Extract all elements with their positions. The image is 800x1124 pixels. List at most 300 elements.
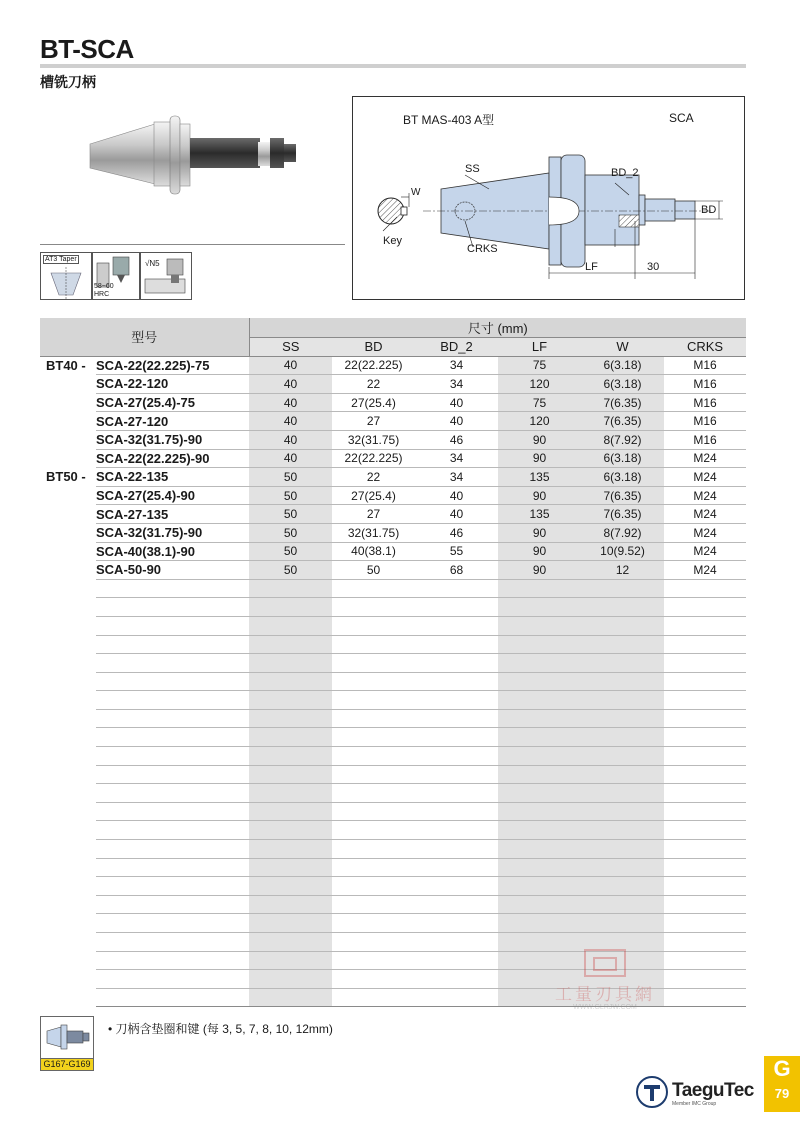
empty-cell xyxy=(415,691,498,710)
value-cell: 50 xyxy=(249,523,332,542)
value-cell: 34 xyxy=(415,356,498,375)
empty-cell xyxy=(415,821,498,840)
value-cell: 40 xyxy=(249,356,332,375)
value-cell: 40 xyxy=(249,430,332,449)
empty-cell xyxy=(415,728,498,747)
empty-cell xyxy=(40,802,96,821)
value-cell: 40 xyxy=(415,412,498,431)
dimension-header: 尺寸 (mm) xyxy=(249,318,746,338)
series-prefix xyxy=(40,542,96,561)
section-letter: G xyxy=(773,1056,791,1081)
series-prefix xyxy=(40,375,96,394)
empty-cell xyxy=(415,951,498,970)
empty-cell xyxy=(498,784,581,803)
empty-cell xyxy=(249,895,332,914)
empty-cell xyxy=(96,802,249,821)
empty-cell xyxy=(664,970,746,989)
empty-cell xyxy=(415,933,498,952)
lf-label: LF xyxy=(585,261,598,273)
value-cell: 75 xyxy=(498,393,581,412)
empty-cell xyxy=(664,802,746,821)
value-cell: M16 xyxy=(664,412,746,431)
value-cell: M16 xyxy=(664,375,746,394)
empty-cell xyxy=(332,988,415,1007)
table-row xyxy=(40,412,746,431)
empty-cell xyxy=(96,728,249,747)
value-cell: 7(6.35) xyxy=(581,486,664,505)
value-cell: M16 xyxy=(664,356,746,375)
value-cell: 6(3.18) xyxy=(581,356,664,375)
empty-cell xyxy=(332,933,415,952)
empty-cell xyxy=(664,895,746,914)
empty-cell xyxy=(332,672,415,691)
value-cell: 90 xyxy=(498,542,581,561)
w-label: W xyxy=(411,187,421,198)
series-prefix: BT50 - xyxy=(46,469,86,485)
model-cell: SCA-22-120 xyxy=(96,375,249,394)
empty-cell xyxy=(581,616,664,635)
empty-table-row xyxy=(40,802,746,821)
empty-cell xyxy=(415,970,498,989)
empty-cell xyxy=(96,579,249,598)
model-cell: SCA-22(22.225)-90 xyxy=(96,449,249,468)
empty-cell xyxy=(249,877,332,896)
empty-cell xyxy=(498,895,581,914)
series-prefix xyxy=(40,486,96,505)
value-cell: 50 xyxy=(249,561,332,580)
empty-cell xyxy=(415,654,498,673)
table-row xyxy=(40,430,746,449)
technical-drawing xyxy=(352,96,745,300)
empty-cell xyxy=(249,579,332,598)
empty-table-row xyxy=(40,709,746,728)
empty-cell xyxy=(498,747,581,766)
series-prefix xyxy=(40,505,96,524)
value-cell: 12 xyxy=(581,561,664,580)
empty-cell xyxy=(249,802,332,821)
value-cell: M24 xyxy=(664,486,746,505)
empty-cell xyxy=(664,951,746,970)
value-cell: M24 xyxy=(664,523,746,542)
model-cell: SCA-22(22.225)-75 xyxy=(96,356,249,375)
value-cell: 40 xyxy=(249,375,332,394)
empty-cell xyxy=(332,784,415,803)
empty-cell xyxy=(96,840,249,859)
brand-subtitle: Member IMC Group xyxy=(672,1101,717,1107)
empty-cell xyxy=(664,821,746,840)
empty-table-row xyxy=(40,747,746,766)
empty-cell xyxy=(415,709,498,728)
empty-cell xyxy=(40,579,96,598)
empty-cell xyxy=(664,654,746,673)
empty-cell xyxy=(415,914,498,933)
value-cell: M24 xyxy=(664,449,746,468)
value-cell: 8(7.92) xyxy=(581,430,664,449)
dim-30-label: 30 xyxy=(647,261,660,273)
value-cell: 75 xyxy=(498,356,581,375)
page-number: 79 xyxy=(774,1086,790,1101)
page-title: BT-SCA xyxy=(40,34,134,64)
series-prefix xyxy=(40,523,96,542)
empty-cell xyxy=(415,840,498,859)
empty-cell xyxy=(96,616,249,635)
empty-cell xyxy=(581,579,664,598)
value-cell: 27(25.4) xyxy=(332,393,415,412)
roughness-feature-icon xyxy=(140,252,192,300)
empty-cell xyxy=(415,802,498,821)
model-cell: SCA-27(25.4)-90 xyxy=(96,486,249,505)
footnote: • 刀柄含垫圈和键 (每 3, 5, 7, 8, 10, 12mm) xyxy=(108,1022,333,1036)
empty-cell xyxy=(581,877,664,896)
value-cell: 120 xyxy=(498,375,581,394)
empty-cell xyxy=(415,635,498,654)
value-cell: 55 xyxy=(415,542,498,561)
value-cell: 50 xyxy=(249,505,332,524)
title-divider xyxy=(40,64,746,68)
empty-cell xyxy=(498,840,581,859)
empty-cell xyxy=(249,951,332,970)
empty-cell xyxy=(664,598,746,617)
empty-table-row xyxy=(40,654,746,673)
page-subtitle: 槽铣刀柄 xyxy=(40,74,96,90)
page-reference-link[interactable]: G167-G169 xyxy=(40,1058,94,1071)
empty-cell xyxy=(415,877,498,896)
empty-cell xyxy=(332,691,415,710)
watermark-text: 工量刃具網 xyxy=(555,985,655,1004)
empty-cell xyxy=(581,672,664,691)
brand-name: TaeguTec xyxy=(672,1080,754,1101)
empty-cell xyxy=(249,933,332,952)
empty-cell xyxy=(664,784,746,803)
empty-cell xyxy=(498,635,581,654)
empty-cell xyxy=(40,747,96,766)
empty-cell xyxy=(581,598,664,617)
empty-cell xyxy=(40,821,96,840)
empty-cell xyxy=(664,765,746,784)
value-cell: 22(22.225) xyxy=(332,356,415,375)
empty-cell xyxy=(249,765,332,784)
empty-cell xyxy=(40,970,96,989)
empty-cell xyxy=(96,895,249,914)
empty-cell xyxy=(498,598,581,617)
empty-cell xyxy=(249,747,332,766)
empty-cell xyxy=(332,858,415,877)
taegutec-logo-icon xyxy=(636,1076,668,1108)
empty-cell xyxy=(415,858,498,877)
value-cell: M24 xyxy=(664,468,746,487)
empty-cell xyxy=(498,672,581,691)
empty-table-row xyxy=(40,840,746,859)
value-cell: 40 xyxy=(249,393,332,412)
empty-cell xyxy=(332,747,415,766)
value-cell: M24 xyxy=(664,561,746,580)
empty-cell xyxy=(581,821,664,840)
empty-table-row xyxy=(40,691,746,710)
series-prefix xyxy=(40,393,96,412)
series-prefix: BT40 - xyxy=(46,358,86,374)
empty-table-row xyxy=(40,579,746,598)
empty-cell xyxy=(40,672,96,691)
roughness-label: √N5 xyxy=(145,259,160,268)
empty-cell xyxy=(96,765,249,784)
empty-cell xyxy=(249,784,332,803)
value-cell: 40 xyxy=(415,505,498,524)
empty-table-row xyxy=(40,616,746,635)
empty-cell xyxy=(96,747,249,766)
table-row xyxy=(40,468,746,487)
empty-table-row xyxy=(40,914,746,933)
empty-cell xyxy=(249,616,332,635)
value-cell: 7(6.35) xyxy=(581,393,664,412)
value-cell: 34 xyxy=(415,468,498,487)
empty-cell xyxy=(581,784,664,803)
empty-cell xyxy=(498,877,581,896)
value-cell: 32(31.75) xyxy=(332,430,415,449)
column-header: BD_2 xyxy=(415,338,498,357)
empty-cell xyxy=(415,895,498,914)
empty-cell xyxy=(332,970,415,989)
empty-cell xyxy=(40,691,96,710)
empty-cell xyxy=(40,988,96,1007)
empty-cell xyxy=(332,802,415,821)
empty-table-row xyxy=(40,877,746,896)
series-prefix xyxy=(40,449,96,468)
empty-table-row xyxy=(40,821,746,840)
empty-cell xyxy=(415,672,498,691)
value-cell: 6(3.18) xyxy=(581,375,664,394)
empty-table-row xyxy=(40,895,746,914)
empty-cell xyxy=(40,598,96,617)
empty-cell xyxy=(664,840,746,859)
column-header: LF xyxy=(498,338,581,357)
empty-cell xyxy=(581,709,664,728)
empty-cell xyxy=(581,802,664,821)
value-cell: 135 xyxy=(498,505,581,524)
series-prefix xyxy=(40,412,96,431)
value-cell: 40(38.1) xyxy=(332,542,415,561)
empty-cell xyxy=(332,877,415,896)
empty-cell xyxy=(40,914,96,933)
empty-cell xyxy=(249,914,332,933)
empty-table-row xyxy=(40,672,746,691)
hardness-feature-icon xyxy=(92,252,140,300)
empty-cell xyxy=(40,858,96,877)
value-cell: 135 xyxy=(498,468,581,487)
empty-cell xyxy=(40,765,96,784)
ss-label: SS xyxy=(465,163,480,175)
value-cell: 7(6.35) xyxy=(581,505,664,524)
column-header: BD xyxy=(332,338,415,357)
taper-label: AT3 Taper xyxy=(45,256,77,263)
table-row xyxy=(40,375,746,394)
empty-cell xyxy=(40,709,96,728)
empty-cell xyxy=(498,858,581,877)
empty-cell xyxy=(664,877,746,896)
empty-cell xyxy=(332,765,415,784)
model-cell: SCA-32(31.75)-90 xyxy=(96,430,249,449)
table-row xyxy=(40,393,746,412)
series-prefix xyxy=(40,430,96,449)
value-cell: 27(25.4) xyxy=(332,486,415,505)
value-cell: 50 xyxy=(249,542,332,561)
empty-cell xyxy=(498,654,581,673)
value-cell: 50 xyxy=(332,561,415,580)
spec-table xyxy=(40,318,746,1007)
empty-cell xyxy=(581,635,664,654)
value-cell: 50 xyxy=(249,486,332,505)
value-cell: 32(31.75) xyxy=(332,523,415,542)
empty-cell xyxy=(581,914,664,933)
value-cell: 46 xyxy=(415,523,498,542)
empty-table-row xyxy=(40,598,746,617)
empty-cell xyxy=(249,672,332,691)
empty-cell xyxy=(249,728,332,747)
standard-label: BT MAS-403 A型 xyxy=(403,113,495,127)
empty-cell xyxy=(581,765,664,784)
empty-cell xyxy=(96,654,249,673)
bd-label: BD xyxy=(701,204,717,216)
value-cell: 22(22.225) xyxy=(332,449,415,468)
empty-cell xyxy=(415,579,498,598)
table-row xyxy=(40,523,746,542)
model-cell: SCA-27(25.4)-75 xyxy=(96,393,249,412)
column-header: SS xyxy=(249,338,332,357)
crks-label: CRKS xyxy=(467,243,498,255)
empty-cell xyxy=(332,709,415,728)
empty-cell xyxy=(332,840,415,859)
value-cell: 68 xyxy=(415,561,498,580)
empty-cell xyxy=(498,821,581,840)
empty-cell xyxy=(96,691,249,710)
type-label: SCA xyxy=(669,111,694,125)
empty-cell xyxy=(415,747,498,766)
empty-table-row xyxy=(40,858,746,877)
value-cell: 34 xyxy=(415,375,498,394)
taper-feature-icon xyxy=(40,252,92,300)
empty-cell xyxy=(664,747,746,766)
value-cell: 7(6.35) xyxy=(581,412,664,431)
model-cell: SCA-32(31.75)-90 xyxy=(96,523,249,542)
empty-cell xyxy=(332,821,415,840)
empty-cell xyxy=(415,765,498,784)
empty-cell xyxy=(332,579,415,598)
spec-table-body xyxy=(40,356,746,1007)
empty-cell xyxy=(40,840,96,859)
series-prefix xyxy=(40,561,96,580)
value-cell: 90 xyxy=(498,561,581,580)
empty-cell xyxy=(664,988,746,1007)
empty-cell xyxy=(498,709,581,728)
empty-cell xyxy=(249,654,332,673)
empty-cell xyxy=(498,914,581,933)
empty-cell xyxy=(96,988,249,1007)
value-cell: 46 xyxy=(415,430,498,449)
table-row xyxy=(40,449,746,468)
empty-table-row xyxy=(40,728,746,747)
empty-cell xyxy=(332,654,415,673)
empty-cell xyxy=(96,951,249,970)
empty-cell xyxy=(40,654,96,673)
empty-cell xyxy=(581,747,664,766)
value-cell: 90 xyxy=(498,449,581,468)
value-cell: 120 xyxy=(498,412,581,431)
empty-cell xyxy=(498,691,581,710)
empty-cell xyxy=(581,858,664,877)
value-cell: 22 xyxy=(332,468,415,487)
empty-cell xyxy=(581,840,664,859)
empty-cell xyxy=(664,728,746,747)
empty-cell xyxy=(332,728,415,747)
value-cell: 40 xyxy=(415,486,498,505)
empty-table-row xyxy=(40,635,746,654)
empty-cell xyxy=(664,579,746,598)
model-cell: SCA-22-135 xyxy=(96,468,249,487)
empty-cell xyxy=(96,821,249,840)
value-cell: 50 xyxy=(249,468,332,487)
empty-cell xyxy=(332,635,415,654)
empty-cell xyxy=(581,691,664,710)
table-header-row xyxy=(40,318,746,338)
empty-cell xyxy=(96,784,249,803)
empty-cell xyxy=(40,877,96,896)
value-cell: 40 xyxy=(249,449,332,468)
product-photo xyxy=(40,96,345,244)
model-cell: SCA-40(38.1)-90 xyxy=(96,542,249,561)
empty-cell xyxy=(96,635,249,654)
empty-cell xyxy=(332,616,415,635)
watermark-url: WWW.GLRJW.COM xyxy=(573,1004,637,1011)
value-cell: M16 xyxy=(664,430,746,449)
value-cell: 6(3.18) xyxy=(581,468,664,487)
empty-table-row xyxy=(40,765,746,784)
empty-cell xyxy=(96,672,249,691)
value-cell: 27 xyxy=(332,412,415,431)
empty-cell xyxy=(664,858,746,877)
value-cell: 27 xyxy=(332,505,415,524)
empty-cell xyxy=(40,635,96,654)
empty-cell xyxy=(498,579,581,598)
value-cell: 90 xyxy=(498,523,581,542)
value-cell: 90 xyxy=(498,486,581,505)
table-row xyxy=(40,356,746,375)
empty-cell xyxy=(40,951,96,970)
value-cell: 40 xyxy=(415,393,498,412)
empty-cell xyxy=(664,672,746,691)
model-cell: SCA-27-135 xyxy=(96,505,249,524)
empty-cell xyxy=(96,709,249,728)
empty-table-row xyxy=(40,784,746,803)
empty-cell xyxy=(96,858,249,877)
empty-cell xyxy=(96,914,249,933)
empty-cell xyxy=(498,802,581,821)
empty-cell xyxy=(664,709,746,728)
model-header: 型号 xyxy=(40,318,249,356)
empty-cell xyxy=(332,951,415,970)
empty-cell xyxy=(332,914,415,933)
empty-cell xyxy=(249,840,332,859)
empty-cell xyxy=(249,970,332,989)
empty-cell xyxy=(415,616,498,635)
key-label: Key xyxy=(383,235,402,247)
empty-cell xyxy=(498,728,581,747)
table-row xyxy=(40,561,746,580)
empty-cell xyxy=(40,895,96,914)
watermark xyxy=(540,948,670,1018)
model-cell: SCA-27-120 xyxy=(96,412,249,431)
empty-cell xyxy=(249,635,332,654)
value-cell: 40 xyxy=(249,412,332,431)
empty-cell xyxy=(498,616,581,635)
